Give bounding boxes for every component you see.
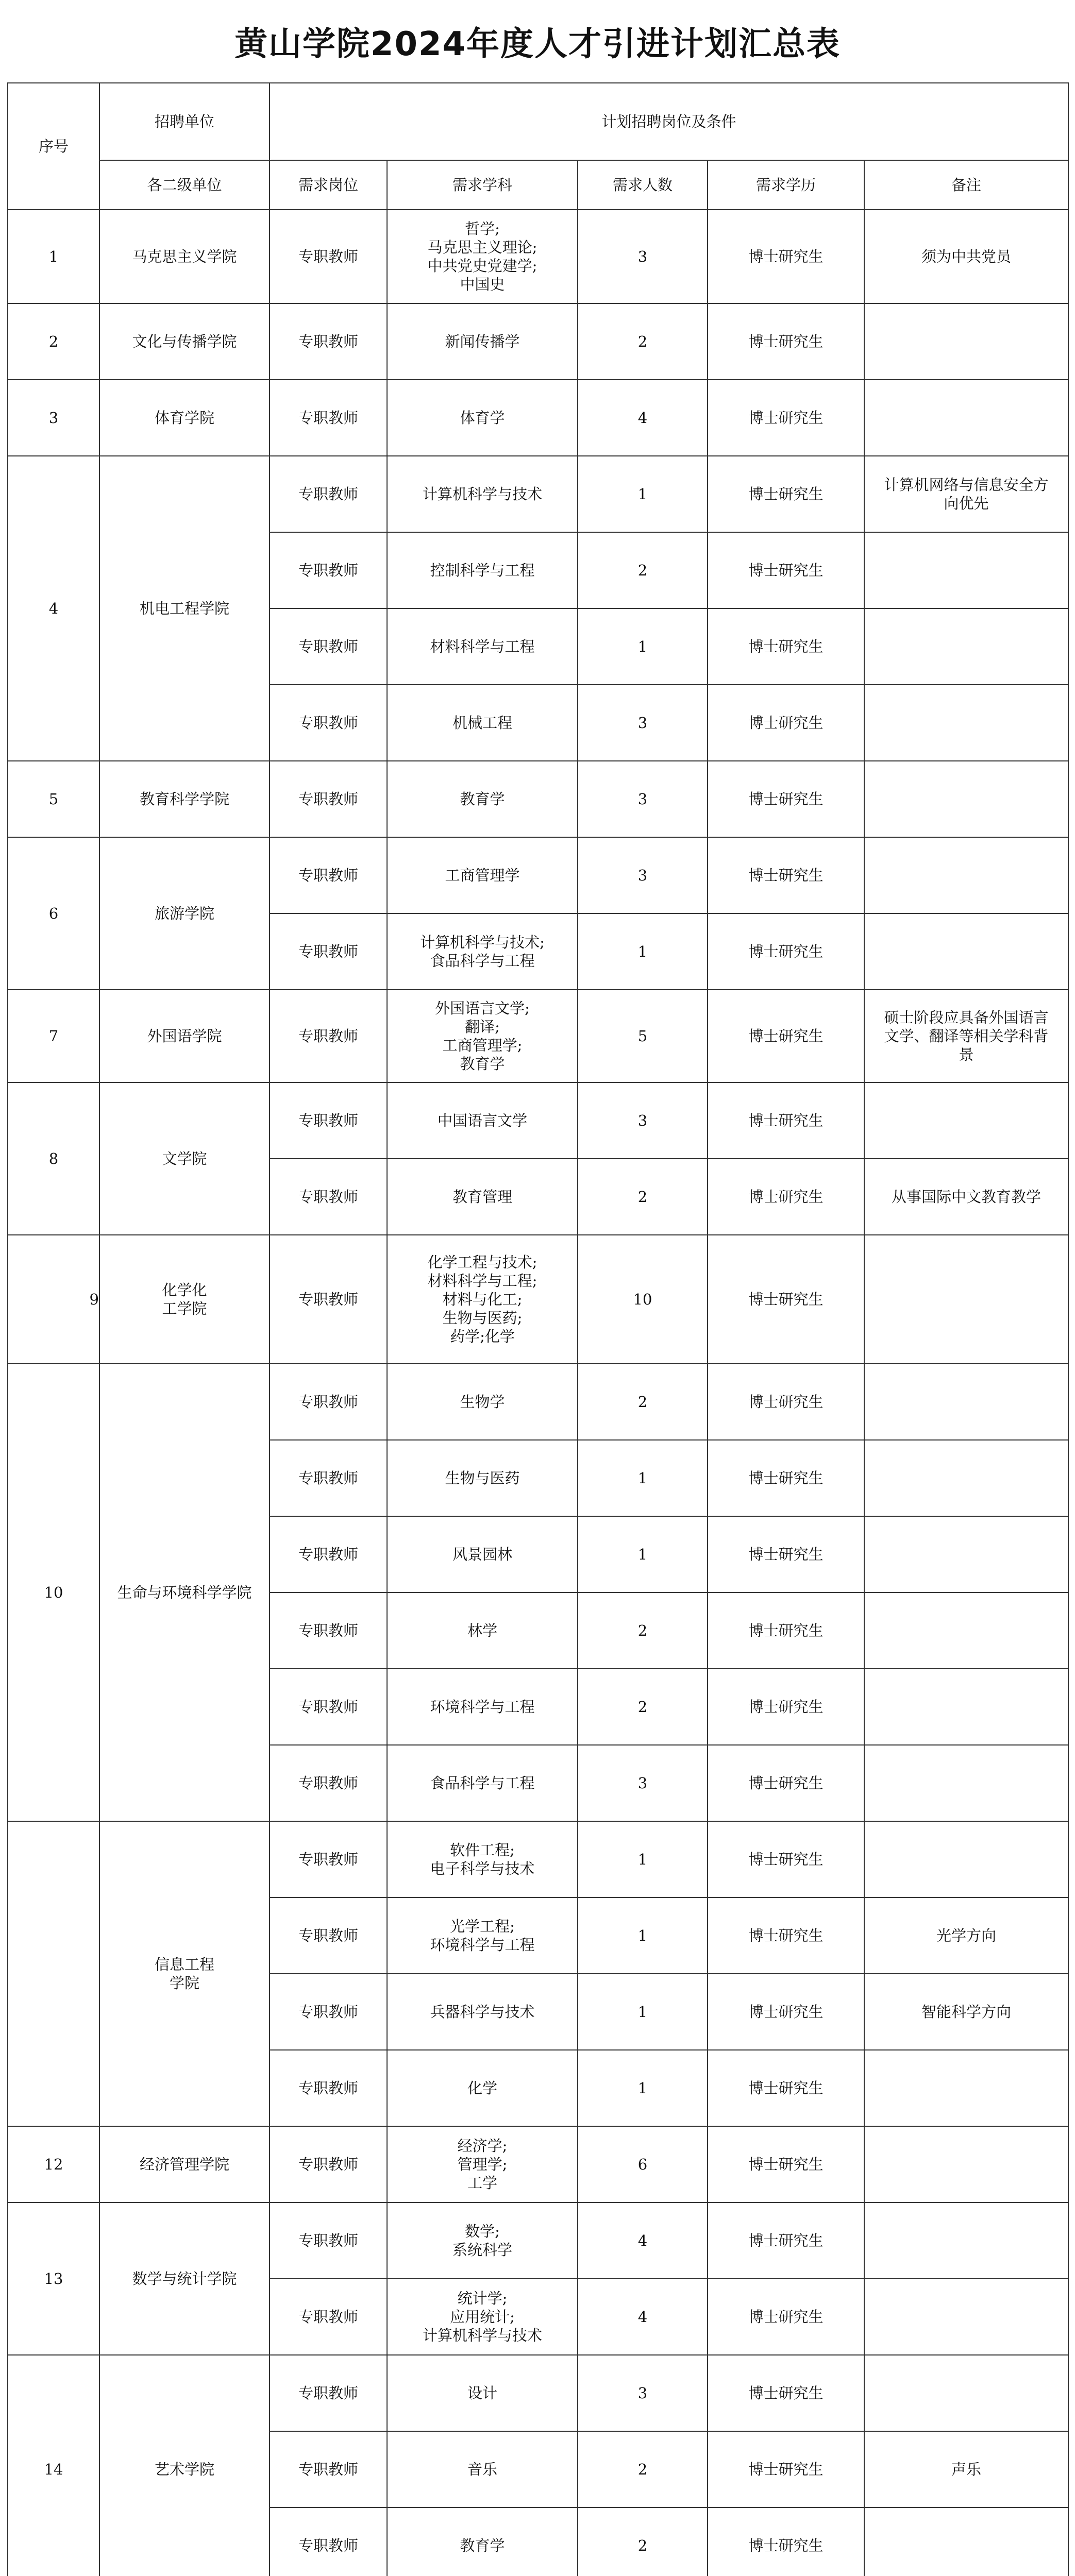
degree-cell: 博士研究生 [708, 1592, 864, 1669]
unit-cell [99, 380, 270, 456]
subject-line: 统计学; [457, 2290, 508, 2307]
subject-cell [387, 456, 578, 532]
subject-cell [387, 303, 578, 380]
count-cell: 2 [578, 303, 708, 380]
count-cell: 1 [578, 1897, 708, 1974]
subject-line: 电子科学与技术 [430, 1860, 535, 1877]
subject-line: 机械工程 [452, 714, 512, 732]
note-cell [864, 456, 1068, 532]
subject-cell [387, 685, 578, 761]
post-cell: 专职教师 [270, 532, 387, 608]
unit-cell [99, 1235, 270, 1364]
unit-cell [99, 2355, 270, 2576]
degree-cell: 博士研究生 [708, 2279, 864, 2355]
count-cell: 2 [578, 1364, 708, 1440]
header-row-secondary [8, 160, 1068, 210]
count-cell: 1 [578, 2050, 708, 2126]
subject-line: 计算机科学与技术 [422, 485, 542, 503]
degree-cell: 博士研究生 [708, 532, 864, 608]
subject-cell [387, 761, 578, 837]
post-cell: 专职教师 [270, 2279, 387, 2355]
seq-cell [8, 1821, 99, 2126]
unit-name: 数学与统计学院 [132, 2270, 237, 2287]
post-cell: 专职教师 [270, 837, 387, 913]
post-cell: 专职教师 [270, 1745, 387, 1821]
subject-line: 中共党史党建学; [427, 257, 538, 275]
degree-cell: 博士研究生 [708, 1669, 864, 1745]
post-cell: 专职教师 [270, 990, 387, 1082]
count-cell: 1 [578, 1440, 708, 1516]
note-line: 光学方向 [936, 1927, 997, 1944]
count-cell: 1 [578, 1516, 708, 1592]
subject-line: 体育学 [460, 409, 505, 427]
count-cell: 10 [578, 1235, 708, 1364]
subject-line: 中国语言文学 [437, 1112, 527, 1129]
subject-line: 哲学; [465, 220, 500, 238]
note-cell [864, 1821, 1068, 1897]
unit-name: 化学化 [162, 1281, 207, 1299]
subject-line: 计算机科学与技术; [420, 934, 545, 951]
header-plan-group: 计划招聘岗位及条件 [270, 83, 1068, 160]
subject-cell [387, 2279, 578, 2355]
seq-cell: 14 [8, 2355, 99, 2576]
note-cell [864, 608, 1068, 685]
note-line: 从事国际中文教育教学 [892, 1188, 1042, 1206]
post-cell: 专职教师 [270, 761, 387, 837]
subject-line: 化学 [467, 2079, 497, 2097]
header-count: 需求人数 [578, 160, 708, 210]
subject-line: 材料与化工; [442, 1291, 523, 1308]
subject-cell [387, 990, 578, 1082]
unit-name: 艺术学院 [154, 2461, 214, 2478]
count-cell: 1 [578, 1974, 708, 2050]
post-cell: 专职教师 [270, 1516, 387, 1592]
post-cell: 专职教师 [270, 1159, 387, 1235]
unit-name: 信息工程 [154, 1956, 214, 1973]
post-cell: 专职教师 [270, 2507, 387, 2576]
subject-cell [387, 532, 578, 608]
unit-name: 文化与传播学院 [132, 333, 237, 350]
subject-cell [387, 380, 578, 456]
unit-cell [99, 761, 270, 837]
table-row [8, 2202, 1068, 2279]
degree-cell: 博士研究生 [708, 2050, 864, 2126]
header-row-primary [8, 83, 1068, 160]
degree-cell: 博士研究生 [708, 1897, 864, 1974]
unit-cell [99, 1821, 270, 2126]
note-line: 向优先 [944, 495, 989, 512]
degree-cell: 博士研究生 [708, 837, 864, 913]
subject-line: 环境科学与工程 [430, 1936, 535, 1954]
subject-cell [387, 1235, 578, 1364]
seq-cell: 6 [8, 837, 99, 990]
degree-cell: 博士研究生 [708, 210, 864, 303]
count-cell: 2 [578, 2431, 708, 2507]
count-cell: 3 [578, 210, 708, 303]
unit-name: 学院 [169, 1974, 199, 1992]
subject-line: 系统科学 [452, 2241, 512, 2259]
unit-name: 教育科学学院 [139, 790, 229, 808]
post-cell: 专职教师 [270, 2431, 387, 2507]
degree-cell: 博士研究生 [708, 1159, 864, 1235]
table-row [8, 2355, 1068, 2431]
header-unit-group: 招聘单位 [99, 83, 270, 160]
post-cell: 专职教师 [270, 1669, 387, 1745]
subject-cell [387, 2431, 578, 2507]
note-cell [864, 2050, 1068, 2126]
subject-cell [387, 1440, 578, 1516]
table-row [8, 456, 1068, 532]
count-cell: 5 [578, 990, 708, 1082]
seq-cell: 10 [8, 1364, 99, 1821]
degree-cell: 博士研究生 [708, 685, 864, 761]
degree-cell: 博士研究生 [708, 1745, 864, 1821]
seq-cell: 13 [8, 2202, 99, 2355]
note-line: 计算机网络与信息安全方 [884, 476, 1049, 494]
note-cell [864, 2507, 1068, 2576]
table-row [8, 837, 1068, 913]
subject-line: 管理学; [457, 2156, 508, 2173]
unit-cell [99, 837, 270, 990]
subject-cell [387, 1897, 578, 1974]
unit-name: 生命与环境科学学院 [117, 1584, 252, 1601]
table-row [8, 2126, 1068, 2202]
subject-line: 音乐 [467, 2461, 497, 2478]
subject-cell [387, 1821, 578, 1897]
unit-name: 体育学院 [154, 409, 214, 427]
subject-line: 新闻传播学 [445, 333, 520, 350]
count-cell: 3 [578, 1082, 708, 1159]
subject-line: 林学 [467, 1622, 497, 1639]
degree-cell: 博士研究生 [708, 380, 864, 456]
note-cell [864, 1897, 1068, 1974]
count-cell: 2 [578, 1669, 708, 1745]
note-cell [864, 1592, 1068, 1669]
note-cell [864, 1440, 1068, 1516]
degree-cell: 博士研究生 [708, 2202, 864, 2279]
subject-line: 软件工程; [450, 1841, 515, 1859]
subject-cell [387, 1669, 578, 1745]
count-cell: 1 [578, 1821, 708, 1897]
count-cell: 1 [578, 456, 708, 532]
count-cell: 3 [578, 1745, 708, 1821]
header-degree: 需求学历 [708, 160, 864, 210]
note-cell [864, 303, 1068, 380]
subject-line: 教育学 [460, 2537, 505, 2554]
note-line: 智能科学方向 [921, 2003, 1012, 2021]
seq-cell: 8 [8, 1082, 99, 1235]
subject-line: 生物与医药; [442, 1309, 523, 1327]
table-row [8, 761, 1068, 837]
table-body [8, 210, 1068, 2576]
unit-name: 经济管理学院 [139, 2156, 229, 2173]
note-cell [864, 1235, 1068, 1364]
post-cell: 专职教师 [270, 210, 387, 303]
post-cell: 专职教师 [270, 1440, 387, 1516]
degree-cell: 博士研究生 [708, 1082, 864, 1159]
note-cell [864, 2355, 1068, 2431]
subject-line: 工学 [467, 2174, 497, 2192]
subject-cell [387, 2126, 578, 2202]
subject-line: 食品科学与工程 [430, 1774, 535, 1792]
post-cell: 专职教师 [270, 1235, 387, 1364]
subject-line: 控制科学与工程 [430, 562, 535, 579]
degree-cell: 博士研究生 [708, 608, 864, 685]
post-cell: 专职教师 [270, 1897, 387, 1974]
count-cell: 1 [578, 913, 708, 990]
note-cell [864, 2279, 1068, 2355]
subject-cell [387, 2050, 578, 2126]
count-cell: 3 [578, 2355, 708, 2431]
subject-line: 马克思主义理论; [427, 239, 538, 256]
subject-line: 工商管理学 [445, 867, 520, 884]
post-cell: 专职教师 [270, 2355, 387, 2431]
post-cell: 专职教师 [270, 1821, 387, 1897]
post-cell: 专职教师 [270, 685, 387, 761]
page-title: 黄山学院2024年度人才引进计划汇总表 [234, 25, 841, 63]
degree-cell: 博士研究生 [708, 1516, 864, 1592]
unit-cell [99, 990, 270, 1082]
note-cell [864, 380, 1068, 456]
subject-line: 中国史 [460, 276, 505, 293]
unit-name: 文学院 [162, 1150, 207, 1167]
subject-cell [387, 1516, 578, 1592]
subject-line: 生物与医药 [445, 1469, 520, 1487]
subject-line: 化学工程与技术; [427, 1253, 538, 1271]
subject-line: 药学;化学 [450, 1328, 515, 1345]
table-row [8, 380, 1068, 456]
subject-cell [387, 1974, 578, 2050]
seq-cell: 4 [8, 456, 99, 761]
count-cell: 2 [578, 1159, 708, 1235]
note-cell [864, 1516, 1068, 1592]
note-cell [864, 2126, 1068, 2202]
note-cell [864, 1669, 1068, 1745]
subject-line: 生物学 [460, 1393, 505, 1411]
degree-cell: 博士研究生 [708, 990, 864, 1082]
post-cell: 专职教师 [270, 608, 387, 685]
subject-line: 材料科学与工程; [427, 1272, 538, 1290]
subject-line: 教育学 [460, 790, 505, 808]
subject-cell [387, 2202, 578, 2279]
degree-cell: 博士研究生 [708, 303, 864, 380]
degree-cell: 博士研究生 [708, 2355, 864, 2431]
unit-name: 机电工程学院 [139, 600, 229, 617]
subject-line: 食品科学与工程 [430, 952, 535, 970]
subject-line: 设计 [467, 2384, 497, 2402]
header-subject: 需求学科 [387, 160, 578, 210]
note-cell [864, 913, 1068, 990]
count-cell: 4 [578, 2202, 708, 2279]
subject-line: 工商管理学; [442, 1037, 523, 1054]
subject-cell [387, 1082, 578, 1159]
unit-name: 工学院 [162, 1300, 207, 1317]
unit-cell [99, 303, 270, 380]
table-row [8, 990, 1068, 1082]
seq-cell: 12 [8, 2126, 99, 2202]
degree-cell: 博士研究生 [708, 1821, 864, 1897]
post-cell: 专职教师 [270, 1592, 387, 1669]
post-cell: 专职教师 [270, 2202, 387, 2279]
degree-cell: 博士研究生 [708, 1440, 864, 1516]
count-cell: 4 [578, 380, 708, 456]
note-cell [864, 761, 1068, 837]
post-cell: 专职教师 [270, 1364, 387, 1440]
header-note: 备注 [864, 160, 1068, 210]
note-cell [864, 837, 1068, 913]
degree-cell: 博士研究生 [708, 1235, 864, 1364]
count-cell: 2 [578, 532, 708, 608]
count-cell: 2 [578, 2507, 708, 2576]
post-cell: 专职教师 [270, 303, 387, 380]
degree-cell: 博士研究生 [708, 1974, 864, 2050]
seq-cell: 3 [8, 380, 99, 456]
subject-cell [387, 1364, 578, 1440]
degree-cell: 博士研究生 [708, 913, 864, 990]
subject-cell [387, 608, 578, 685]
unit-cell [99, 1082, 270, 1235]
note-cell [864, 1364, 1068, 1440]
unit-name: 马克思主义学院 [132, 248, 237, 265]
header-post: 需求岗位 [270, 160, 387, 210]
table-row [8, 1082, 1068, 1159]
unit-name: 旅游学院 [154, 905, 214, 922]
seq-cell: 5 [8, 761, 99, 837]
post-cell: 专职教师 [270, 2050, 387, 2126]
subject-cell [387, 1745, 578, 1821]
post-cell: 专职教师 [270, 380, 387, 456]
note-cell [864, 1745, 1068, 1821]
subject-line: 光学工程; [450, 1918, 515, 1935]
note-line: 文学、翻译等相关学科背 [884, 1027, 1049, 1045]
subject-line: 计算机科学与技术 [422, 2327, 542, 2344]
unit-name: 外国语学院 [147, 1027, 222, 1045]
subject-line: 数学; [465, 2223, 500, 2240]
unit-cell [99, 2202, 270, 2355]
subject-cell [387, 1592, 578, 1669]
note-cell [864, 990, 1068, 1082]
degree-cell: 博士研究生 [708, 456, 864, 532]
degree-cell: 博士研究生 [708, 1364, 864, 1440]
note-cell [864, 210, 1068, 303]
count-cell: 2 [578, 1592, 708, 1669]
table-row [8, 210, 1068, 303]
subject-cell [387, 1159, 578, 1235]
subject-cell [387, 2507, 578, 2576]
count-cell: 3 [578, 837, 708, 913]
count-cell: 4 [578, 2279, 708, 2355]
note-line: 硕士阶段应具备外国语言 [884, 1009, 1049, 1026]
post-cell: 专职教师 [270, 913, 387, 990]
subject-cell [387, 913, 578, 990]
table-row [8, 303, 1068, 380]
post-cell: 专职教师 [270, 1974, 387, 2050]
post-cell: 专职教师 [270, 456, 387, 532]
subject-cell [387, 837, 578, 913]
unit-cell [99, 1364, 270, 1821]
subject-line: 教育管理 [452, 1188, 512, 1206]
note-line: 声乐 [951, 2461, 982, 2478]
seq-cell: 7 [8, 990, 99, 1082]
subject-cell [387, 210, 578, 303]
degree-cell: 博士研究生 [708, 761, 864, 837]
unit-cell [99, 2126, 270, 2202]
post-cell: 专职教师 [270, 1082, 387, 1159]
table-row [8, 1235, 1068, 1364]
table-row [8, 1364, 1068, 1440]
subject-line: 材料科学与工程 [430, 638, 535, 655]
subject-line: 经济学; [457, 2137, 508, 2155]
note-cell [864, 1082, 1068, 1159]
degree-cell: 博士研究生 [708, 2431, 864, 2507]
count-cell: 3 [578, 761, 708, 837]
header-seq: 序号 [8, 83, 99, 210]
subject-line: 教育学 [460, 1055, 505, 1073]
subject-line: 翻译; [465, 1018, 500, 1036]
count-cell: 6 [578, 2126, 708, 2202]
count-cell: 3 [578, 685, 708, 761]
header-unit-sub: 各二级单位 [99, 160, 270, 210]
note-cell [864, 2431, 1068, 2507]
recruitment-table [7, 82, 1069, 2576]
subject-line: 风景园林 [452, 1546, 512, 1563]
seq-cell: 9 [8, 1235, 99, 1364]
note-cell [864, 1159, 1068, 1235]
note-cell [864, 2202, 1068, 2279]
note-line: 须为中共党员 [921, 248, 1012, 265]
count-cell: 1 [578, 608, 708, 685]
note-line: 景 [959, 1046, 974, 1063]
note-cell [864, 685, 1068, 761]
subject-line: 外国语言文学; [435, 999, 530, 1017]
subject-line: 环境科学与工程 [430, 1698, 535, 1716]
seq-cell: 1 [8, 210, 99, 303]
subject-line: 应用统计; [450, 2308, 515, 2326]
subject-cell [387, 2355, 578, 2431]
note-cell [864, 532, 1068, 608]
seq-cell: 2 [8, 303, 99, 380]
subject-line: 兵器科学与技术 [430, 2003, 535, 2021]
note-cell [864, 1974, 1068, 2050]
unit-cell [99, 210, 270, 303]
degree-cell: 博士研究生 [708, 2126, 864, 2202]
table-row [8, 1821, 1068, 1897]
degree-cell: 博士研究生 [708, 2507, 864, 2576]
unit-cell [99, 456, 270, 761]
post-cell: 专职教师 [270, 2126, 387, 2202]
